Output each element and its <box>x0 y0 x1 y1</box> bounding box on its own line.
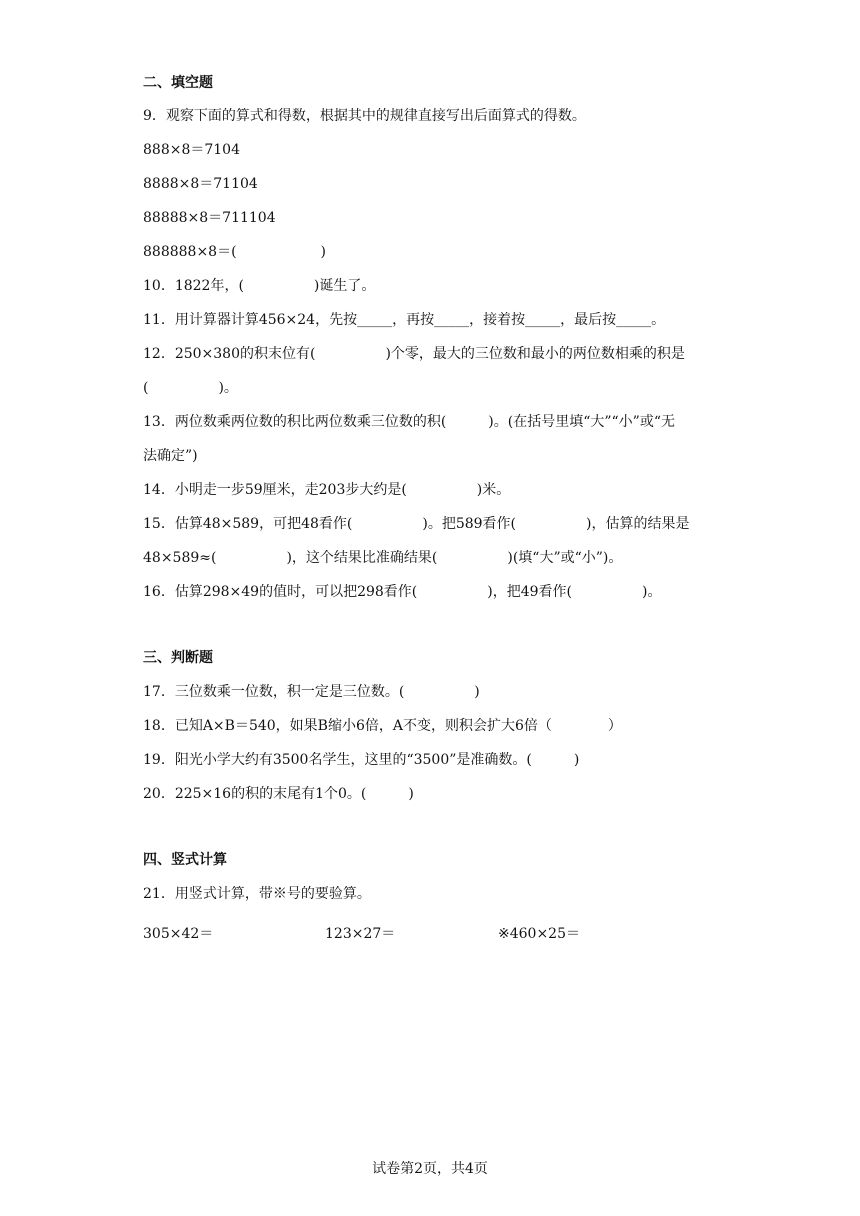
equation-line: 888×8＝7104 <box>143 142 240 158</box>
question-12-cont: ( )。 <box>143 380 238 396</box>
question-15-cont: 48×589≈( )，这个结果比准确结果( )(填“大”或“小”)。 <box>143 550 623 566</box>
equation-line: 8888×8＝71104 <box>143 176 258 192</box>
question-14: 14．小明走一步59厘米，走203步大约是( )米。 <box>143 482 511 498</box>
question-18: 18．已知A×B＝540，如果B缩小6倍，A不变，则积会扩大6倍（ ） <box>143 718 622 734</box>
calc-item: 123×27＝ <box>325 926 396 942</box>
equation-line: 888888×8＝( ) <box>143 244 327 260</box>
section-title-judgement: 三、判断题 <box>143 650 213 666</box>
calc-item: ※460×25＝ <box>498 926 580 942</box>
page-footer: 试卷第2页，共4页 <box>372 1161 488 1177</box>
question-9: 9．观察下面的算式和得数，根据其中的规律直接写出后面算式的得数。 <box>143 108 586 124</box>
question-17: 17．三位数乘一位数，积一定是三位数。( ) <box>143 684 480 700</box>
question-19: 19．阳光小学大约有3500名学生，这里的“3500”是准确数。( ) <box>143 752 580 768</box>
question-20: 20．225×16的积的末尾有1个0。( ) <box>143 786 414 802</box>
question-13-cont: 法确定”) <box>143 448 198 464</box>
question-16: 16．估算298×49的值时，可以把298看作( )，把49看作( )。 <box>143 584 662 600</box>
question-12: 12．250×380的积末位有( )个零，最大的三位数和最小的两位数相乘的积是 <box>143 346 685 362</box>
calc-item: 305×42＝ <box>143 926 214 942</box>
question-15: 15．估算48×589，可把48看作( )。把589看作( )，估算的结果是 <box>143 516 690 532</box>
section-title-vertical-calc: 四、竖式计算 <box>143 852 227 868</box>
question-13: 13．两位数乘两位数的积比两位数乘三位数的积( )。(在括号里填“大”“小”或“无 <box>143 414 675 430</box>
question-11: 11．用计算器计算456×24，先按_____，再按_____，接着按_____，最后按_____。 <box>143 312 666 328</box>
question-10: 10．1822年，( )诞生了。 <box>143 278 376 294</box>
section-title-fill-blank: 二、填空题 <box>143 75 213 91</box>
question-21: 21．用竖式计算，带※号的要验算。 <box>143 886 371 902</box>
equation-line: 88888×8＝711104 <box>143 210 276 226</box>
